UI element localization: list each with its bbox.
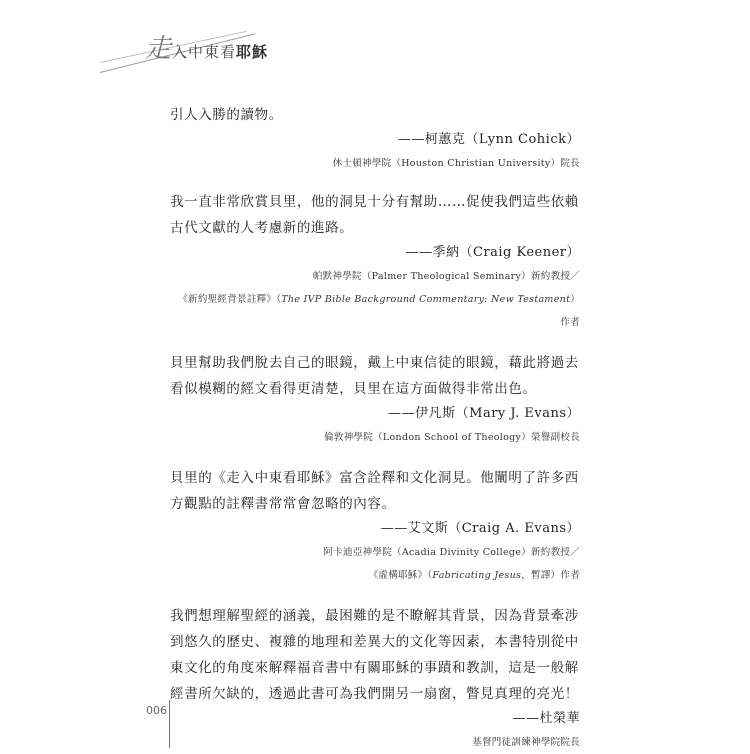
endorser-name: ——伊凡斯（Mary J. Evans） — [388, 406, 580, 421]
book-title-post: ，暫譯）作者 — [521, 570, 580, 581]
endorser-name: ——柯蕙克（Lynn Cohick） — [397, 132, 580, 147]
header-title-bold: 耶穌 — [236, 43, 269, 61]
endorsement-text: 我一直非常欣賞貝里，他的洞見十分有幫助……促使我們這些依賴古代文獻的人考慮新的進路。 — [170, 194, 579, 236]
header-title-rest: 入中東看 — [172, 43, 237, 61]
endorser-name: ——艾文斯（Craig A. Evans） — [380, 521, 580, 536]
endorser-title: 阿卡迪亞神學院（Acadia Divinity College）新約教授／ — [323, 547, 580, 558]
endorser-title: 休士頓神學院（Houston Christian University）院長 — [332, 158, 580, 169]
endorser-book — [170, 288, 580, 334]
endorser-name: ——季納（Craig Keener） — [405, 245, 580, 260]
running-header — [145, 28, 268, 65]
endorser-title: 帕默神學院（Palmer Theological Seminary）新約教授／ — [312, 271, 580, 282]
header-char-big: 走 — [145, 34, 173, 64]
endorsement-text: 貝里幫助我們脫去自己的眼鏡，戴上中東信徒的眼鏡，藉此將過去看似模糊的經文看得更清楚，貝里在這方面做得非常出色。 — [170, 355, 579, 397]
page-number-rule — [169, 700, 170, 748]
endorsement-text: 引人入勝的讀物。 — [170, 107, 283, 123]
book-title-english: Fabricating Jesus — [432, 570, 522, 581]
book-title-post: ）作者 — [560, 294, 580, 328]
endorser-title: 基督門徒訓練神學院院長 — [472, 737, 580, 748]
book-title-pre: 《虛構耶穌》（ — [368, 570, 433, 581]
book-title-pre: 《新約聖經背景註釋》（ — [178, 294, 282, 305]
page-number: 006 — [146, 704, 167, 717]
book-title-english: The IVP Bible Background Commentary: New Testament — [281, 294, 571, 305]
endorsement-text: 貝里的《走入中東看耶穌》富含詮釋和文化洞見。他闡明了許多西方觀點的註釋書常常會忽略的內容。 — [170, 470, 579, 512]
endorsement-text: 我們想理解聖經的涵義，最困難的是不瞭解其背景，因為背景牽涉到悠久的歷史、複雜的地理和差異大的文化等因素，本書特別從中東文化的角度來解釋福音書中有關耶穌的事蹟和教訓，這是一般解經書所欠缺的，透過此書可為我們開另一扇窗，瞥見真理的亮光！ — [170, 608, 579, 702]
endorser-title: 倫敦神學院（London School of Theology）榮譽副校長 — [324, 432, 580, 443]
endorser-name: ——杜榮華 — [512, 711, 580, 726]
endorser-book — [170, 564, 580, 587]
endorsements — [170, 102, 580, 754]
